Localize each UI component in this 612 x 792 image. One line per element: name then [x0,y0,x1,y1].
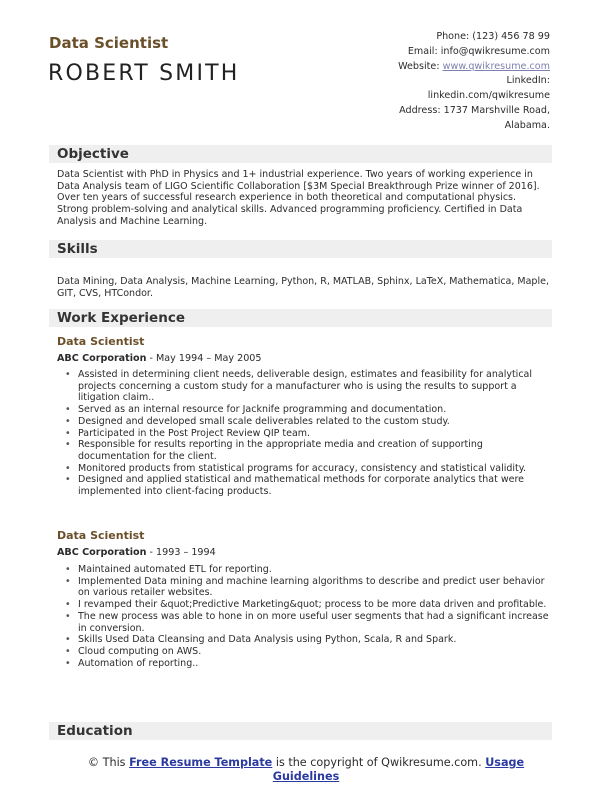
contact-phone: Phone: (123) 456 78 99 [436,31,550,42]
footer-prefix: © This [87,756,130,769]
list-item: • Automation of reporting.. [57,658,551,670]
list-item: • I revamped their &quot;Predictive Marketing&quot; process to be more data driven and profitable. [57,599,551,611]
section-objective-header [49,145,552,163]
job-duties [57,564,551,669]
contact-block [310,30,550,134]
footer-middle: is the copyright of Qwikresume.com. [272,756,486,769]
contact-address-state: Alabama. [504,119,550,131]
section-title: Education [57,723,133,739]
website-label: Website: [398,60,443,72]
list-item: • Designed and developed small scale deliverables related to the custom study. [57,416,551,428]
job-dates: - 1993 – 1994 [146,547,216,558]
usage-guidelines-link[interactable]: Usage Guidelines [272,756,525,783]
list-item: • The new process was able to hone in on more useful user segments that had a significant increase in conversion. [57,611,551,634]
website-link[interactable]: www.qwikresume.com [442,60,550,72]
job-employer [57,353,262,364]
section-education-header [49,722,552,740]
objective-text: Data Scientist with PhD in Physics and 1+ industrial experience. Two years of working experience in Data Analysis team of LIGO Scientific Collaboration [$3M Special Breakthrough Prize winner of 2016]. Over ten years of successful research experience in both theoretical and computational physics. Strong problem-solving and analytical skills. Advanced programming proficiency. Certified in Data Analysis and Machine Learning. [57,169,540,227]
copyright-footer [60,756,552,784]
job-role: Data Scientist [57,335,145,348]
list-item: • Implemented Data mining and machine learning algorithms to describe and predict user behavior on various retailer websites. [57,576,551,599]
list-item: • Served as an internal resource for Jacknife programming and documentation. [57,404,551,416]
contact-address: Address: 1737 Marshville Road, [399,104,550,116]
job-title: Data Scientist [49,34,169,52]
list-item: • Assisted in determining client needs, deliverable design, estimates and feasibility for analytical projects concerning a custom study for a manufacturer who is using the results to support a litigation claim.. [57,369,551,404]
skills-text: Data Mining, Data Analysis, Machine Learning, Python, R, MATLAB, Sphinx, LaTeX, Mathematica, Maple, GIT, CVS, HTCondor. [57,276,549,299]
free-resume-template-link[interactable]: Free Resume Template [129,756,273,769]
contact-email: Email: info@qwikresume.com [407,45,550,57]
section-title: Skills [57,241,98,257]
section-skills-header [49,240,552,258]
list-item: • Maintained automated ETL for reporting. [57,564,551,576]
job-role: Data Scientist [57,529,145,542]
section-title: Work Experience [57,310,185,326]
person-name: ROBERT SMITH [48,61,240,86]
contact-linkedin-label: LinkedIn: [506,75,550,87]
list-item: • Cloud computing on AWS. [57,646,551,658]
list-item: • Skills Used Data Cleansing and Data Analysis using Python, Scala, R and Spark. [57,634,551,646]
list-item: • Monitored products from statistical programs for accuracy, consistency and statistical validity. [57,463,551,475]
job-dates: - May 1994 – May 2005 [146,353,262,364]
section-experience-header [49,309,552,327]
job-duties [57,369,551,498]
contact-website [310,60,550,75]
list-item: • Responsible for results reporting in the appropriate media and creation of supporting documentation for the client. [57,439,551,462]
job-employer [57,547,216,558]
company-name: ABC Corporation [57,353,147,364]
list-item: • Participated in the Post Project Review QIP team. [57,428,551,440]
section-title: Objective [57,146,129,162]
list-item: • Designed and applied statistical and mathematical methods for corporate analytics that were implemented into client-facing products. [57,474,551,497]
contact-linkedin-value: linkedin.com/qwikresume [427,90,550,102]
company-name: ABC Corporation [57,547,147,558]
